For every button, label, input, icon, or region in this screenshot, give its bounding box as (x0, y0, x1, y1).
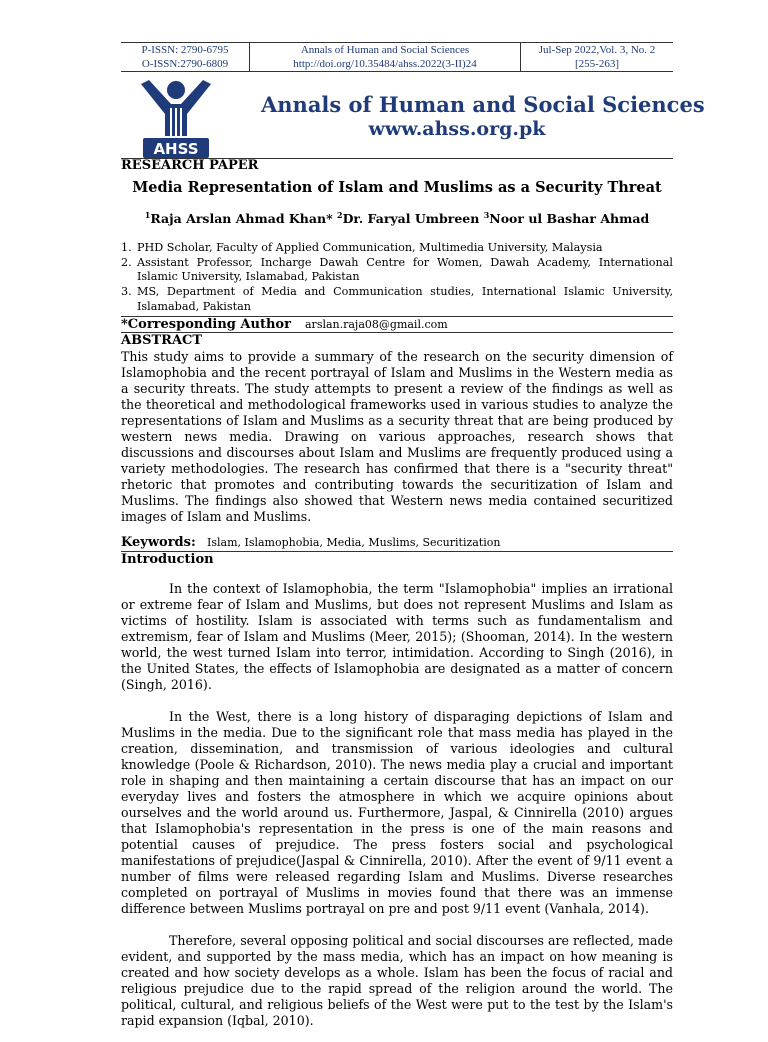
abstract-heading: ABSTRACT (121, 333, 203, 349)
affiliation-item: 1. PHD Scholar, Faculty of Applied Communication, Multimedia University, Malaysia (121, 241, 603, 255)
body-paragraph: Therefore, several opposing political and social discourses are reflected, made evident, and supported by the mass media, which has an impact on how meaning is created and how society develops as a whole. Islam has been the focus of racial and religious prejudice due to the rapid spread of the religion around the world. The political, cultural, and religious beliefs of the West were put to the test by the Islam's rapid expansion (Iqbal, 2010). (121, 933, 673, 1029)
author-list (121, 207, 673, 227)
doi-link[interactable]: http://doi.org/10.35484/ahss.2022(3-II)24 (250, 57, 521, 72)
corresponding-email[interactable]: arslan.raja08@gmail.com (305, 318, 448, 332)
author-1: Raja Arslan Ahmad Khan* (150, 211, 333, 227)
journal-url[interactable]: www.ahss.org.pk (368, 118, 546, 140)
affiliation-item: 3. MS, Department of Media and Communication studies, International Islamic University, Islamabad, Pakistan (121, 284, 673, 313)
keywords-label: Keywords: (121, 535, 196, 551)
p-issn: P-ISSN: 2790-6795 (121, 43, 250, 58)
paper-type: RESEARCH PAPER (121, 158, 259, 173)
issue-info: Jul-Sep 2022,Vol. 3, No. 2 (521, 43, 674, 58)
paper-title: Media Representation of Islam and Muslims as a Security Threat (132, 179, 662, 196)
keywords-list: Islam, Islamophobia, Media, Muslims, Securitization (207, 536, 501, 550)
journal-title: Annals of Human and Social Sciences (261, 92, 705, 117)
body-paragraph: In the context of Islamophobia, the term "Islamophobia" implies an irrational or extreme fear of Islam and Muslims, but does not represent Muslims and Islam as victims of hostility. Islam is associated with terms such as fundamentalism and extremism, fear of Islam and Muslims (Meer, 2015); (Shooman, 2014). In the western world, the west turned Islam into terror, intimidation. According to Singh (2016), in the United States, the effects of Islamophobia are designated as a matter of concern (Singh, 2016). (121, 581, 673, 693)
corresponding-author-label: *Corresponding Author (121, 317, 291, 333)
journal-name-cell: Annals of Human and Social Sciences (250, 43, 521, 58)
affiliation-item: 2. Assistant Professor, Incharge Dawah Centre for Women, Dawah Academy, International Islamic University, Islamabad, Pakistan (121, 255, 673, 284)
author-3-number: 3 (483, 210, 490, 220)
author-3: Noor ul Bashar Ahmad (489, 211, 650, 227)
masthead (121, 76, 705, 158)
o-issn: O-ISSN:2790-6809 (121, 57, 250, 72)
svg-text:AHSS: AHSS (153, 140, 199, 158)
paper-page (121, 42, 705, 1042)
body-paragraph: In the West, there is a long history of disparaging depictions of Islam and Muslims in the media. Due to the significant role that mass media has played in the creation, dissemination, and transmission of various ideologies and cultural knowledge (Poole & Richardson, 2010). The news media play a crucial and important role in shaping and then maintaining a certain discourse that has an impact on our everyday lives and fosters the atmosphere in which we acquire opinions about ourselves and the world around us. Furthermore, Jaspal, & Cinnirella (2010) argues that Islamophobia's representation in the press is one of the main reasons and potential causes of prejudice. The press fosters social and psychological manifestations of prejudice(Jaspal & Cinnirella, 2010). After the event of 9/11 event a number of films were released regarding Islam and Muslims. Diverse researches completed on portrayal of Muslims in movies found that there was an immense difference between Muslims portrayal on pre and post 9/11 event (Vanhala, 2014). (121, 709, 673, 917)
keywords-row (121, 535, 673, 552)
author-2: Dr. Faryal Umbreen (342, 211, 480, 227)
affiliation-list (121, 241, 673, 314)
abstract-text: This study aims to provide a summary of the research on the security dimension of Islamophobia and the recent portrayal of Islam and Muslims in the Western media as a security threats. The study attempts to present a review of the findings as well as the theoretical and methodological frameworks used in various studies to analyze the representations of Islam and Muslims as a security threat that are being produced by western news media. Drawing on various approaches, research shows that discussions and discourses about Islam and Muslims are frequently produced using a variety methodologies. The research has confirmed that there is a "security threat" rhetoric that promotes and contributing towards the securitization of Islam and Muslims. The findings also showed that Western news media contained securitized images of Islam and Muslims. (121, 349, 673, 525)
introduction-heading: Introduction (121, 552, 214, 568)
author-2-number: 2 (336, 210, 343, 220)
page-range: [255-263] (521, 57, 674, 72)
author-1-number: 1 (144, 210, 151, 220)
corresponding-author-row (121, 316, 673, 333)
journal-header-table (121, 42, 673, 72)
